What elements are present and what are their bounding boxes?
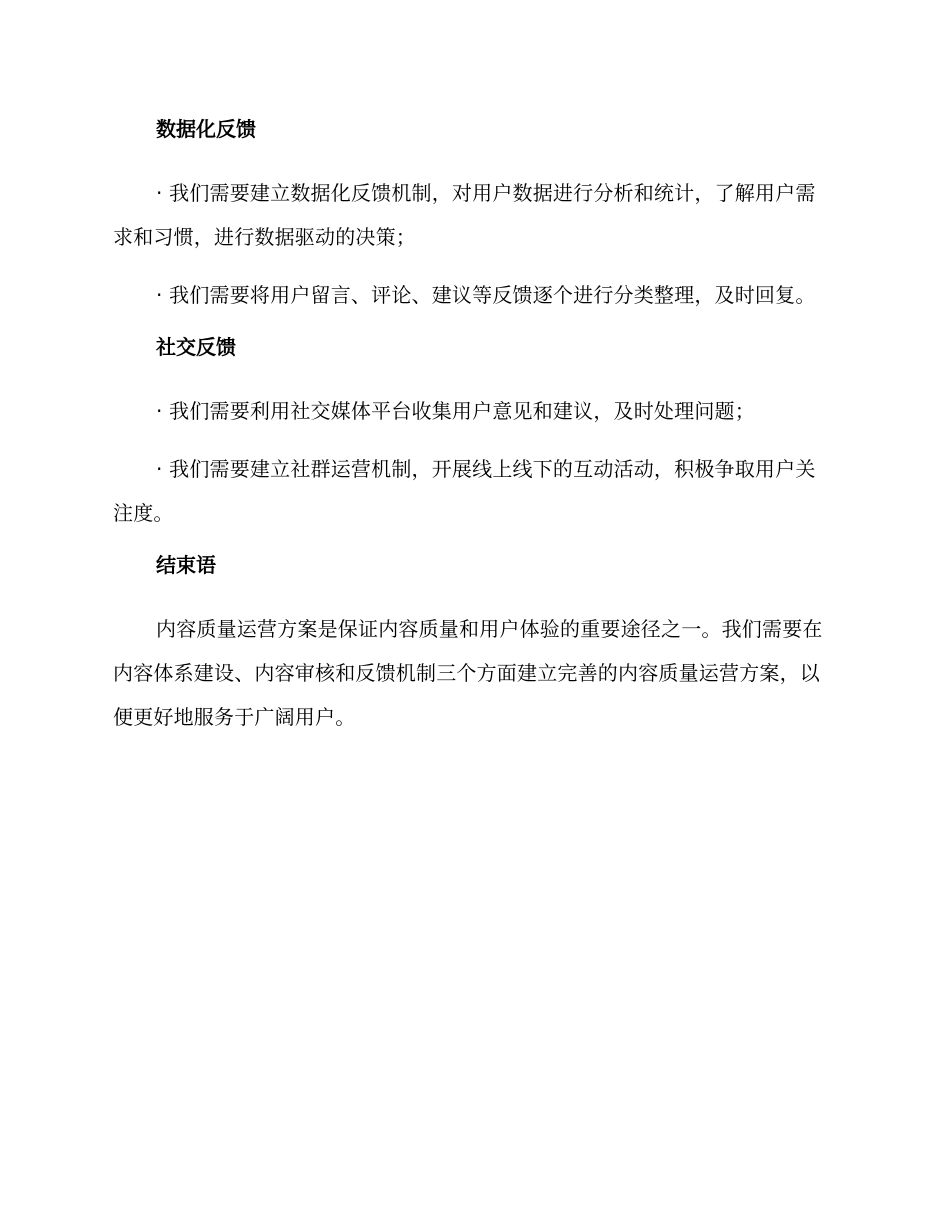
paragraph-social-media-collection: · 我们需要利用社交媒体平台收集用户意见和建议，及时处理问题； (156, 399, 755, 423)
section-heading-social-feedback: 社交反馈 (156, 335, 236, 359)
paragraph-community-operation: · 我们需要建立社群运营机制，开展线上线下的互动活动，积极争取用户关注度。 (113, 457, 816, 525)
section-heading-data-feedback: 数据化反馈 (156, 117, 256, 141)
paragraph-conclusion: 内容质量运营方案是保证内容质量和用户体验的重要途径之一。我们需要在内容体系建设、内容审核和反馈机制三个方面建立完善的内容质量运营方案，以便更好地服务于广阔用户。 (113, 617, 823, 729)
paragraph-data-feedback-mechanism: · 我们需要建立数据化反馈机制，对用户数据进行分析和统计，了解用户需求和习惯，进行数据驱动的决策； (113, 181, 816, 249)
paragraph-feedback-classification: · 我们需要将用户留言、评论、建议等反馈逐个进行分类整理，及时回复。 (156, 283, 816, 307)
document-page (113, 113, 835, 739)
section-heading-conclusion: 结束语 (156, 553, 216, 577)
